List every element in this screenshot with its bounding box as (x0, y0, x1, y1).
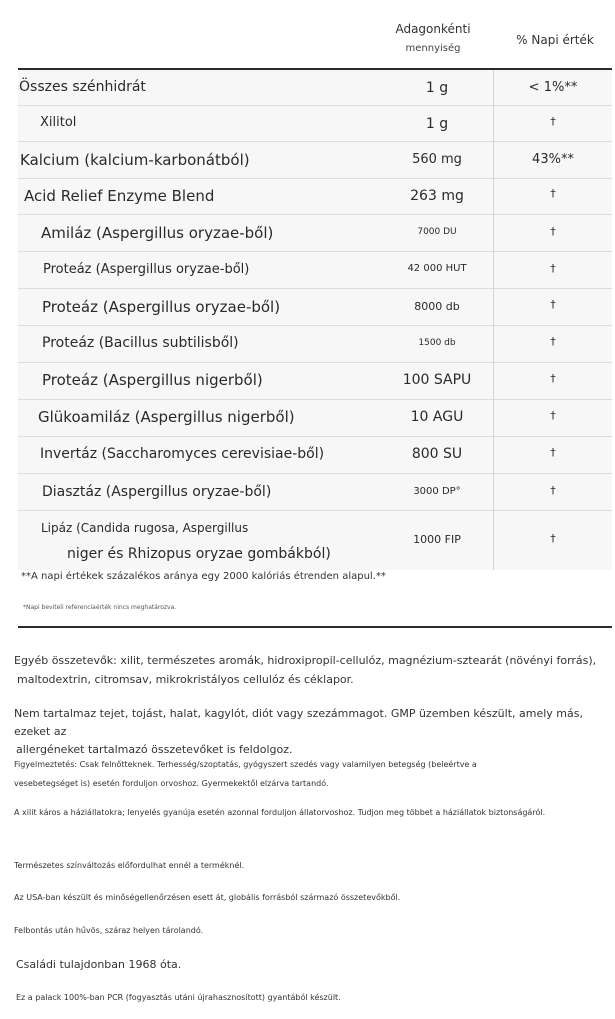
row-name-continued: niger és Rhizopus oryzae gombákból) (67, 546, 331, 562)
row-daily-value: † (550, 262, 556, 275)
row-daily-value: † (550, 187, 556, 200)
row-daily-value: † (550, 225, 556, 238)
table-row (18, 252, 612, 289)
amount-per-serving-header (394, 20, 472, 60)
color-variation-note: Természetes színváltozás előfordulhat ennél a terméknél. (14, 861, 245, 870)
table-row (18, 400, 612, 437)
table-row (18, 363, 612, 400)
row-amount: 1500 db (418, 338, 456, 348)
row-daily-value: † (550, 409, 556, 422)
row-amount: 10 AGU (410, 409, 464, 425)
made-in-usa-note: Az USA-ban készült és minőségellenőrzésen esett át, globális forrásból származó összetevőkből. (14, 893, 401, 902)
row-name: Acid Relief Enzyme Blend (24, 187, 215, 205)
row-daily-value: † (550, 372, 556, 385)
row-amount: 560 mg (412, 152, 462, 167)
row-daily-value: † (550, 298, 556, 311)
row-name: Xilitol (40, 115, 77, 130)
row-amount: 1000 FIP (413, 533, 461, 546)
row-amount: 8000 db (414, 300, 460, 313)
row-daily-value: † (550, 335, 556, 348)
other-ingredients: Egyéb összetevők: xilit, természetes aromák, hidroxipropil-cellulóz, magnézium-sztearát (növényi forrás), maltodextrin, citromsav, mikrokristályos cellulóz és céklapor. (14, 654, 597, 686)
row-name: Proteáz (Bacillus subtilisből) (42, 335, 239, 351)
row-name: Diasztáz (Aspergillus oryzae-ből) (42, 484, 272, 500)
table-row (18, 70, 612, 106)
row-daily-value: † (550, 446, 556, 459)
row-amount: 1 g (425, 80, 449, 96)
family-owned-note: Családi tulajdonban 1968 óta. (16, 958, 182, 971)
not-established-footnote: *Napi beviteli referenciaérték nincs meghatározva. (23, 604, 177, 611)
row-daily-value: † (550, 115, 556, 128)
bottle-pcr-note: Ez a palack 100%-ban PCR (fogyasztás utáni újrahasznosított) gyantából készült. (16, 993, 341, 1002)
table-row (18, 179, 612, 215)
row-name: Proteáz (Aspergillus oryzae-ből) (43, 262, 250, 277)
table-row (18, 511, 612, 570)
table-row (18, 474, 612, 511)
allergen-statement: Nem tartalmaz tejet, tojást, halat, kagylót, diót vagy szezámmagot. GMP üzemben készült, amely más, ezeket az allergéneket tartalmazó összetevőket is feldolgoz. (14, 707, 583, 756)
row-daily-value: † (550, 484, 556, 497)
row-daily-value: < 1%** (528, 80, 578, 95)
row-name: Kalcium (kalcium-karbonátból) (20, 151, 250, 169)
row-daily-value: 43%** (532, 152, 574, 167)
row-amount: 3000 DP° (413, 486, 461, 497)
table-row (18, 106, 612, 142)
table-row (18, 437, 612, 474)
row-amount: 100 SAPU (402, 372, 472, 388)
table-row (18, 326, 612, 363)
row-daily-value: † (550, 532, 556, 545)
row-amount: 7000 DU (417, 227, 457, 237)
table-row (18, 215, 612, 252)
row-amount: 800 SU (411, 446, 463, 462)
row-amount: 1 g (425, 116, 449, 132)
row-name: Proteáz (Aspergillus nigerből) (42, 371, 263, 389)
warning-text: Figyelmeztetés: Csak felnőtteknek. Terhesség/szoptatás, gyógyszert szedés vagy valamilyen betegség (beleértve a vesebetegséget is) esetén forduljon orvoshoz. Gyermekektől elzárva tartandó. (14, 760, 477, 788)
row-name: Amiláz (Aspergillus oryzae-ből) (41, 224, 274, 242)
daily-value-header: % Napi érték (516, 33, 594, 47)
supplement-facts-table (18, 70, 612, 570)
xylitol-pet-warning: A xilit káros a háziállatokra; lenyelés gyanúja esetén azonnal forduljon állatorvoshoz. Tudjon meg többet a háziállatok biztonságáról. (14, 808, 546, 817)
daily-value-footnote: **A napi értékek százalékos aránya egy 2000 kalóriás étrenden alapul.** (21, 571, 386, 582)
row-name: Lipáz (Candida rugosa, Aspergillus (41, 521, 249, 535)
amount-header-line1: Adagonkénti (395, 22, 471, 36)
row-name: Glükoamiláz (Aspergillus nigerből) (38, 408, 295, 426)
table-bottom-rule (18, 626, 612, 628)
row-name: Összes szénhidrát (19, 79, 146, 95)
row-name: Invertáz (Saccharomyces cerevisiae-ből) (40, 446, 325, 462)
row-amount: 42 000 HUT (407, 263, 467, 274)
storage-note: Felbontás után hűvös, száraz helyen tárolandó. (14, 926, 204, 935)
table-row (18, 142, 612, 179)
amount-header-line2: mennyiség (405, 43, 461, 54)
table-row (18, 289, 612, 326)
row-name: Proteáz (Aspergillus oryzae-ből) (42, 298, 281, 316)
row-amount: 263 mg (410, 188, 464, 204)
